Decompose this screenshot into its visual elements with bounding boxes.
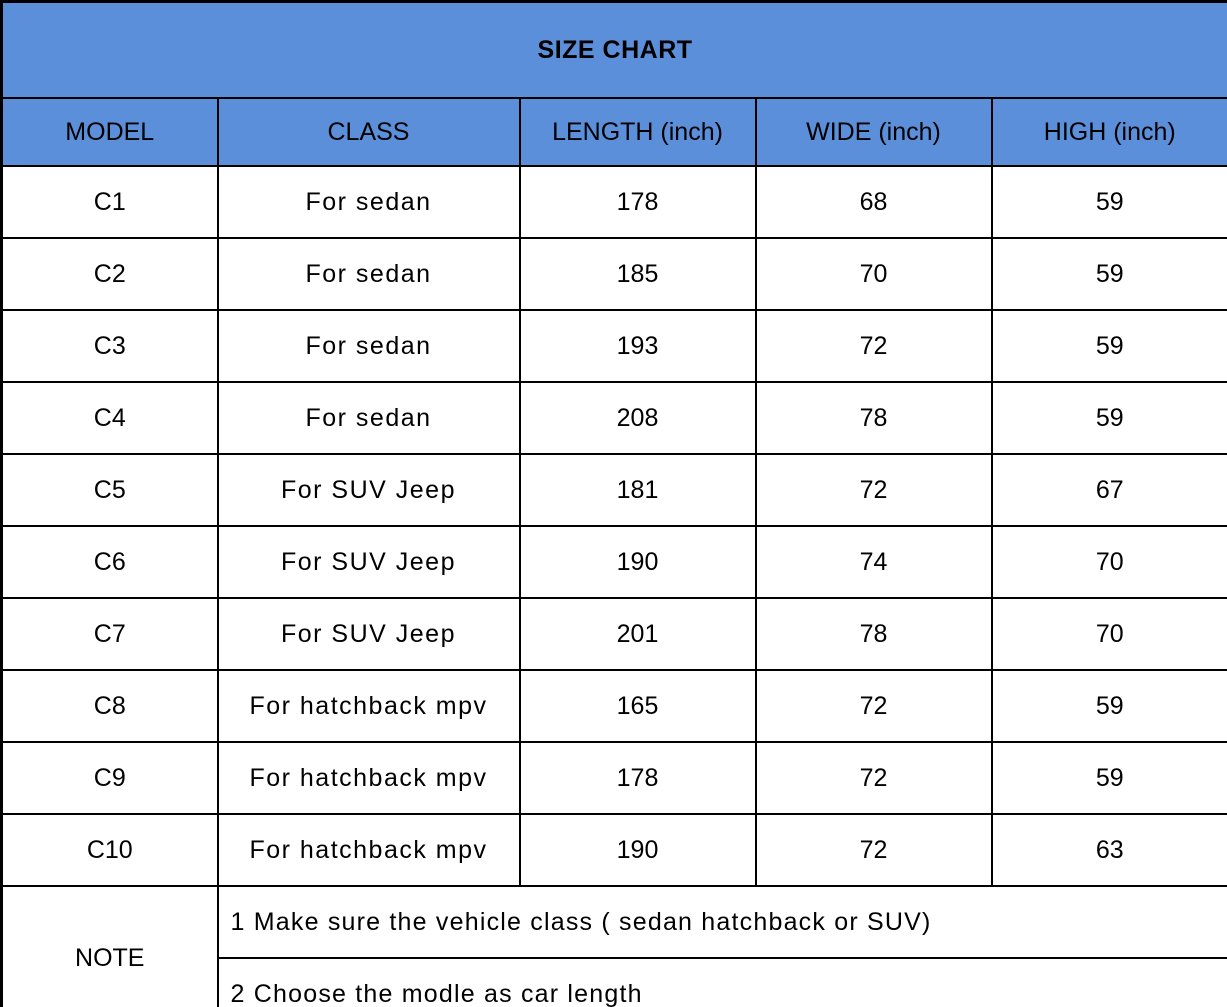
cell-model: C10 bbox=[2, 814, 218, 886]
cell-model: C3 bbox=[2, 310, 218, 382]
cell-class: For SUV Jeep bbox=[218, 454, 520, 526]
cell-wide: 78 bbox=[756, 382, 992, 454]
cell-wide: 72 bbox=[756, 814, 992, 886]
cell-wide: 70 bbox=[756, 238, 992, 310]
cell-model: C5 bbox=[2, 454, 218, 526]
table-row bbox=[2, 454, 1227, 526]
cell-wide: 72 bbox=[756, 454, 992, 526]
cell-class: For SUV Jeep bbox=[218, 526, 520, 598]
cell-length: 178 bbox=[520, 166, 756, 238]
cell-length: 201 bbox=[520, 598, 756, 670]
cell-high: 59 bbox=[992, 310, 1227, 382]
cell-length: 190 bbox=[520, 814, 756, 886]
table-row bbox=[2, 742, 1227, 814]
cell-high: 59 bbox=[992, 166, 1227, 238]
table-row bbox=[2, 166, 1227, 238]
table-row bbox=[2, 310, 1227, 382]
cell-model: C4 bbox=[2, 382, 218, 454]
cell-high: 59 bbox=[992, 742, 1227, 814]
note-item: 1 Make sure the vehicle class ( sedan hatchback or SUV) bbox=[218, 886, 1227, 958]
table-row bbox=[2, 670, 1227, 742]
cell-length: 208 bbox=[520, 382, 756, 454]
cell-length: 193 bbox=[520, 310, 756, 382]
cell-wide: 72 bbox=[756, 670, 992, 742]
cell-length: 190 bbox=[520, 526, 756, 598]
note-item: 2 Choose the modle as car length bbox=[218, 958, 1227, 1007]
column-header-length: LENGTH (inch) bbox=[520, 98, 756, 166]
cell-wide: 72 bbox=[756, 310, 992, 382]
column-header-high: HIGH (inch) bbox=[992, 98, 1227, 166]
note-row-first bbox=[2, 886, 1227, 958]
cell-wide: 78 bbox=[756, 598, 992, 670]
title-row bbox=[2, 2, 1227, 99]
cell-length: 181 bbox=[520, 454, 756, 526]
table-row bbox=[2, 238, 1227, 310]
cell-model: C2 bbox=[2, 238, 218, 310]
chart-title: SIZE CHART bbox=[2, 2, 1227, 99]
cell-class: For hatchback mpv bbox=[218, 742, 520, 814]
cell-model: C9 bbox=[2, 742, 218, 814]
cell-class: For sedan bbox=[218, 310, 520, 382]
cell-wide: 72 bbox=[756, 742, 992, 814]
cell-class: For SUV Jeep bbox=[218, 598, 520, 670]
cell-wide: 74 bbox=[756, 526, 992, 598]
column-header-class: CLASS bbox=[218, 98, 520, 166]
cell-high: 59 bbox=[992, 670, 1227, 742]
cell-high: 59 bbox=[992, 238, 1227, 310]
cell-class: For hatchback mpv bbox=[218, 814, 520, 886]
cell-length: 178 bbox=[520, 742, 756, 814]
note-label: NOTE bbox=[2, 886, 218, 1007]
cell-high: 70 bbox=[992, 526, 1227, 598]
cell-model: C7 bbox=[2, 598, 218, 670]
cell-high: 59 bbox=[992, 382, 1227, 454]
cell-wide: 68 bbox=[756, 166, 992, 238]
cell-length: 165 bbox=[520, 670, 756, 742]
cell-class: For sedan bbox=[218, 382, 520, 454]
column-header-wide: WIDE (inch) bbox=[756, 98, 992, 166]
cell-class: For hatchback mpv bbox=[218, 670, 520, 742]
cell-model: C1 bbox=[2, 166, 218, 238]
cell-high: 70 bbox=[992, 598, 1227, 670]
cell-high: 63 bbox=[992, 814, 1227, 886]
table-row bbox=[2, 382, 1227, 454]
cell-class: For sedan bbox=[218, 238, 520, 310]
cell-length: 185 bbox=[520, 238, 756, 310]
cell-class: For sedan bbox=[218, 166, 520, 238]
cell-high: 67 bbox=[992, 454, 1227, 526]
cell-model: C6 bbox=[2, 526, 218, 598]
table-row bbox=[2, 814, 1227, 886]
column-header-model: MODEL bbox=[2, 98, 218, 166]
table-row bbox=[2, 598, 1227, 670]
table-row bbox=[2, 526, 1227, 598]
cell-model: C8 bbox=[2, 670, 218, 742]
header-row bbox=[2, 98, 1227, 166]
